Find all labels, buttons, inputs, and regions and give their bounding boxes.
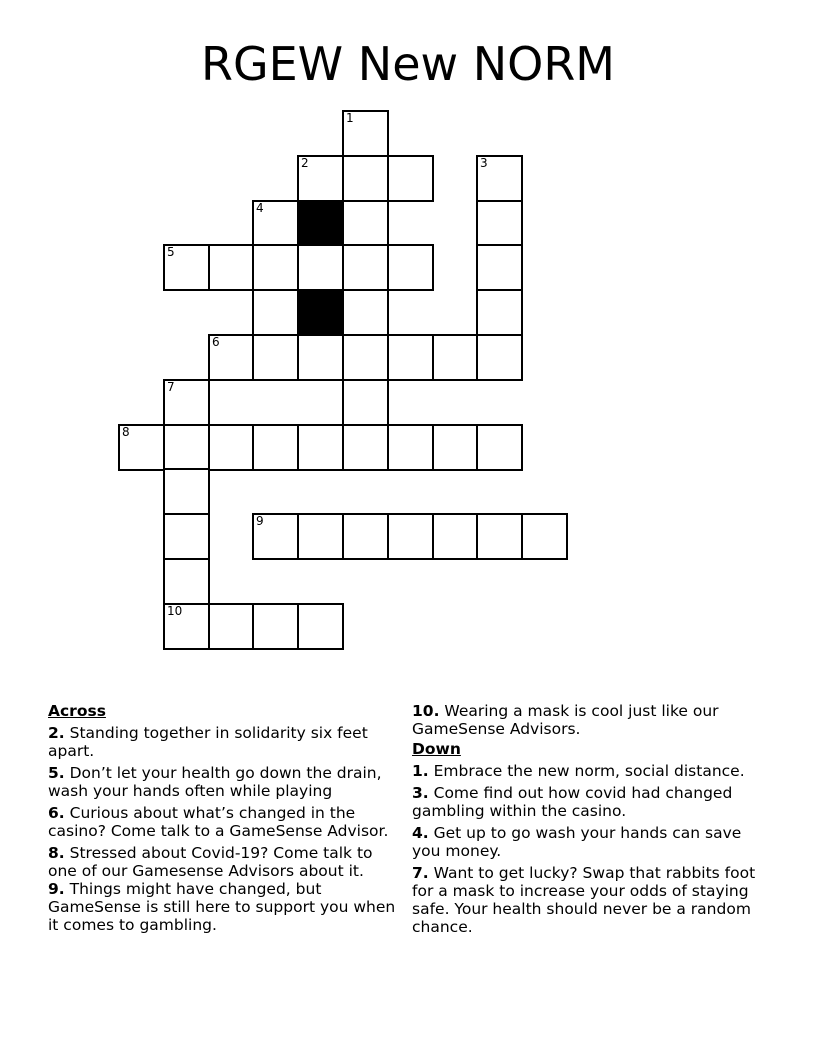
across-clue-9 (48, 880, 406, 934)
grid-cell[interactable] (387, 244, 434, 291)
across-heading: Across (48, 702, 106, 720)
grid-cell[interactable] (476, 513, 523, 560)
clue-text: Want to get lucky? Swap that rabbits foot for a mask to increase your odds of staying safe. Your health should never be a random chance. (412, 864, 756, 936)
across-clue-6 (48, 804, 406, 840)
grid-cell[interactable] (297, 424, 344, 471)
clue-text: Come find out how covid had changed gambling within the casino. (412, 784, 733, 820)
grid-cell[interactable] (342, 513, 389, 560)
grid-cell[interactable] (252, 244, 299, 291)
grid-cell[interactable] (252, 513, 299, 560)
grid-cell[interactable] (342, 424, 389, 471)
grid-cell[interactable] (342, 110, 389, 157)
grid-cell[interactable] (252, 603, 299, 650)
grid-cell[interactable] (208, 603, 255, 650)
grid-cell[interactable] (387, 334, 434, 381)
grid-cell[interactable] (432, 513, 479, 560)
cell-number: 9 (256, 514, 264, 528)
grid-cell[interactable] (476, 289, 523, 336)
clue-text: Get up to go wash your hands can save you money. (412, 824, 742, 860)
grid-cell[interactable] (387, 513, 434, 560)
grid-cell[interactable] (297, 244, 344, 291)
grid-cell[interactable] (432, 334, 479, 381)
clue-number: 2. (48, 724, 65, 742)
clue-text: Standing together in solidarity six feet apart. (48, 724, 368, 760)
grid-cell[interactable] (432, 424, 479, 471)
grid-cell[interactable] (387, 155, 434, 202)
grid-cell[interactable] (297, 603, 344, 650)
grid-cell[interactable] (252, 424, 299, 471)
across-clue-2 (48, 724, 406, 760)
grid-cell[interactable] (521, 513, 568, 560)
grid-cell[interactable] (342, 334, 389, 381)
across-clue-5 (48, 764, 406, 800)
clue-number: 3. (412, 784, 429, 802)
clue-text: Stressed about Covid-19? Come talk to one of our Gamesense Advisors about it. (48, 844, 373, 880)
cell-number: 1 (346, 111, 354, 125)
cell-number: 6 (212, 335, 220, 349)
grid-cell[interactable] (342, 155, 389, 202)
down-clue-7 (412, 864, 774, 936)
grid-cell[interactable] (163, 424, 210, 471)
clue-text: Don’t let your health go down the drain, wash your hands often while playing (48, 764, 382, 800)
grid-cell[interactable] (476, 200, 523, 247)
grid-cell[interactable] (252, 334, 299, 381)
grid-cell[interactable] (476, 155, 523, 202)
clues-right-column (412, 702, 774, 940)
grid-cell[interactable] (118, 424, 165, 471)
down-heading: Down (412, 740, 461, 758)
grid-block (297, 200, 344, 247)
clue-number: 6. (48, 804, 65, 822)
grid-cell[interactable] (342, 244, 389, 291)
clue-number: 5. (48, 764, 65, 782)
down-clue-3 (412, 784, 774, 820)
grid-cell[interactable] (387, 424, 434, 471)
cell-number: 5 (167, 245, 175, 259)
grid-cell[interactable] (476, 334, 523, 381)
clue-text: Curious about what’s changed in the casino? Come talk to a GameSense Advisor. (48, 804, 389, 840)
grid-cell[interactable] (252, 200, 299, 247)
clue-number: 10. (412, 702, 440, 720)
across-clue-8 (48, 844, 406, 880)
down-clue-4 (412, 824, 774, 860)
grid-cell[interactable] (252, 289, 299, 336)
cell-number: 7 (167, 380, 175, 394)
cell-number: 10 (167, 604, 183, 618)
grid-cell[interactable] (476, 424, 523, 471)
clue-number: 9. (48, 880, 65, 898)
grid-cell[interactable] (208, 424, 255, 471)
cell-number: 8 (122, 425, 130, 439)
grid-cell[interactable] (163, 513, 210, 560)
grid-cell[interactable] (163, 603, 210, 650)
grid-cell[interactable] (297, 155, 344, 202)
grid-cell[interactable] (342, 379, 389, 426)
clue-number: 1. (412, 762, 429, 780)
grid-cell[interactable] (163, 558, 210, 605)
grid-block (297, 289, 344, 336)
grid-cell[interactable] (208, 244, 255, 291)
grid-cell[interactable] (163, 244, 210, 291)
cell-number: 3 (480, 156, 488, 170)
grid-cell[interactable] (342, 200, 389, 247)
clue-number: 8. (48, 844, 65, 862)
down-clue-1 (412, 762, 774, 780)
clue-text: Embrace the new norm, social distance. (433, 762, 745, 780)
grid-cell[interactable] (297, 334, 344, 381)
cell-number: 2 (301, 156, 309, 170)
grid-cell[interactable] (163, 379, 210, 426)
clue-text: Wearing a mask is cool just like our GameSense Advisors. (412, 702, 719, 738)
grid-cell[interactable] (342, 289, 389, 336)
cell-number: 4 (256, 201, 264, 215)
grid-cell[interactable] (297, 513, 344, 560)
grid-cell[interactable] (208, 334, 255, 381)
grid-cell[interactable] (476, 244, 523, 291)
page-title: RGEW New NORM (201, 37, 615, 91)
clue-text: Things might have changed, but GameSense is still here to support you when it comes to gambling. (48, 880, 396, 934)
clue-number: 7. (412, 864, 429, 882)
across-clue-10 (412, 702, 774, 738)
clue-number: 4. (412, 824, 429, 842)
grid-cell[interactable] (163, 468, 210, 515)
clues-left-column (48, 702, 406, 938)
